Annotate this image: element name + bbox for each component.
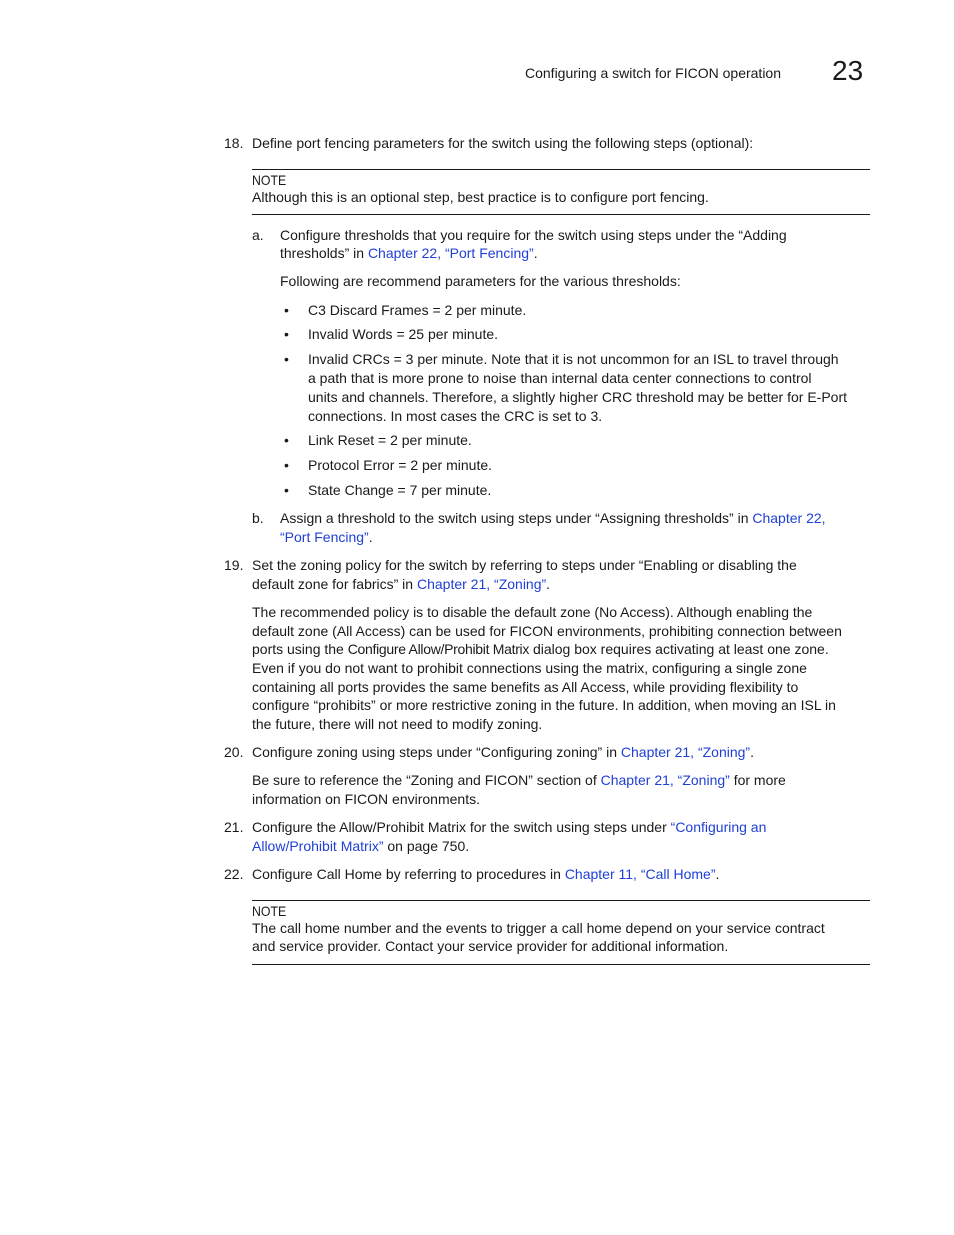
substep-text: Assign a threshold to the switch using steps under “Assigning thresholds” in Chapter 22,	[280, 510, 826, 526]
note-top-rule	[252, 900, 870, 901]
paragraph-line: configure “prohibits” or more restrictive zoning in the future. In addition, when moving an ISL in	[252, 697, 836, 713]
chapter-link[interactable]: Chapter 21, “Zoning”	[416, 576, 547, 592]
chapter-link[interactable]: Chapter 21, “Zoning”	[620, 744, 751, 760]
bullet-icon: •	[284, 432, 289, 448]
paragraph-line: ports using the Configure Allow/Prohibit Matrix dialog box requires activating at least one zone.	[252, 641, 829, 657]
step-text: Configure zoning using steps under “Configuring zoning” in Chapter 21, “Zoning”.	[252, 744, 754, 760]
paragraph-line: containing all ports provides the same benefits as All Access, while providing flexibility to	[252, 679, 799, 695]
note-bottom-rule	[252, 214, 870, 215]
note-bottom-rule	[252, 964, 870, 965]
bullet-icon: •	[284, 326, 289, 342]
bullet-icon: •	[284, 482, 289, 498]
running-header-title: Configuring a switch for FICON operation	[525, 65, 781, 81]
step-text: Define port fencing parameters for the switch using the following steps (optional):	[252, 135, 754, 151]
paragraph-line: default zone (All Access) can be used for FICON environments, prohibiting connection between	[252, 623, 842, 639]
bullet-item: State Change = 7 per minute.	[308, 482, 492, 498]
bullet-item: C3 Discard Frames = 2 per minute.	[308, 302, 527, 318]
step-number: 18.	[224, 135, 244, 151]
chapter-link[interactable]: Chapter 21, “Zoning”	[600, 772, 730, 788]
bullet-item-cont: a path that is more prone to noise than internal data center connections to control	[308, 370, 812, 386]
ui-term: Configure Allow/Prohibit Matrix	[347, 641, 530, 657]
chapter-link[interactable]: Chapter 22, “Port Fencing”	[367, 245, 534, 261]
step-text: Configure Call Home by referring to procedures in Chapter 11, “Call Home”.	[252, 866, 720, 882]
note-label: NOTE	[252, 172, 287, 188]
note-top-rule	[252, 169, 870, 170]
step-number: 21.	[224, 819, 244, 835]
chapter-link[interactable]: Chapter 22,	[752, 510, 826, 526]
bullet-item-cont: connections. In most cases the CRC is set to 3.	[308, 408, 603, 424]
step-text-line2: default zone for fabrics” in Chapter 21, “Zoning”.	[252, 576, 551, 592]
substep-text: Configure thresholds that you require for the switch using steps under the “Adding	[280, 227, 787, 243]
note-text: The call home number and the events to trigger a call home depend on your service contract	[252, 920, 825, 936]
paragraph-line: Even if you do not want to prohibit connections using the matrix, configuring a single zone	[252, 660, 807, 676]
paragraph-line: Be sure to reference the “Zoning and FICON” section of Chapter 21, “Zoning” for more	[252, 772, 786, 788]
section-link[interactable]: Allow/Prohibit Matrix”	[252, 838, 384, 854]
paragraph-line: information on FICON environments.	[252, 791, 480, 807]
step-number: 22.	[224, 866, 244, 882]
substep-text-line2: thresholds” in Chapter 22, “Port Fencing”.	[280, 245, 538, 261]
chapter-link[interactable]: “Port Fencing”	[280, 529, 369, 545]
step-text: Set the zoning policy for the switch by referring to steps under “Enabling or disabling the	[252, 557, 797, 573]
note-text: and service provider. Contact your service provider for additional information.	[252, 938, 729, 954]
bullet-item-cont: units and channels. Therefore, a slightly higher CRC threshold may be better for E-Port	[308, 389, 848, 405]
step-text-line2: Allow/Prohibit Matrix” on page 750.	[252, 838, 470, 854]
bullet-item: Protocol Error = 2 per minute.	[308, 457, 493, 473]
chapter-number: 23	[832, 55, 864, 86]
bullet-icon: •	[284, 457, 289, 473]
note-label: NOTE	[252, 903, 287, 919]
chapter-link[interactable]: Chapter 11, “Call Home”	[564, 866, 716, 882]
step-number: 19.	[224, 557, 244, 573]
bullet-item: Link Reset = 2 per minute.	[308, 432, 472, 448]
bullet-icon: •	[284, 351, 289, 367]
paragraph-line: The recommended policy is to disable the default zone (No Access). Although enabling the	[252, 604, 813, 620]
step-text: Configure the Allow/Prohibit Matrix for the switch using steps under “Configuring an	[252, 819, 767, 835]
substep-letter: b.	[252, 510, 264, 526]
paragraph-line: the future, there will not need to modify zoning.	[252, 716, 543, 732]
substep-text-line2: “Port Fencing”.	[280, 529, 373, 545]
bullet-item: Invalid Words = 25 per minute.	[308, 326, 499, 342]
step-number: 20.	[224, 744, 244, 760]
bullet-item: Invalid CRCs = 3 per minute. Note that it is not uncommon for an ISL to travel through	[308, 351, 839, 367]
thresholds-intro: Following are recommend parameters for the various thresholds:	[280, 273, 681, 289]
section-link[interactable]: “Configuring an	[670, 819, 767, 835]
substep-letter: a.	[252, 227, 264, 243]
note-text: Although this is an optional step, best practice is to configure port fencing.	[252, 189, 709, 205]
bullet-icon: •	[284, 302, 289, 318]
